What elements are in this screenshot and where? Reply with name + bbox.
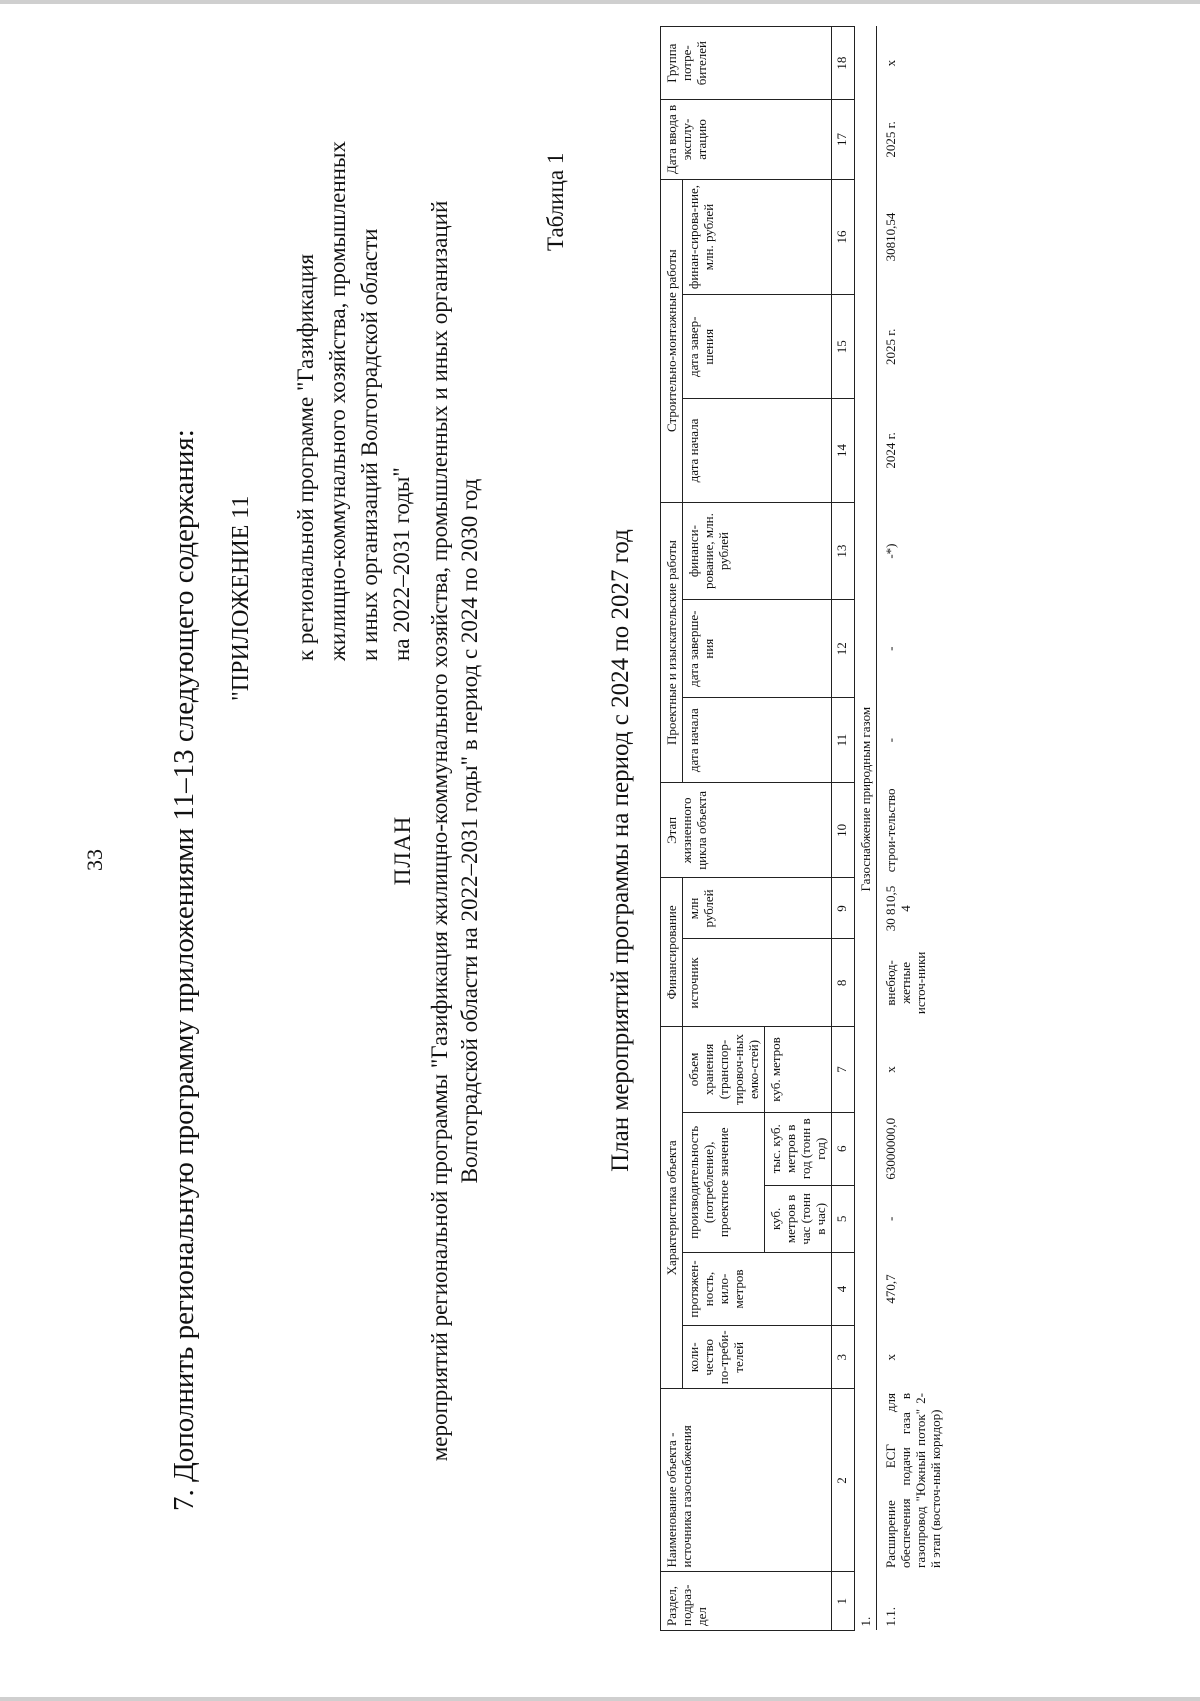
plan-table	[660, 26, 949, 1631]
column-number: 13	[832, 502, 855, 600]
header-consumers-count: коли-чество по-треби-телей	[683, 1326, 832, 1389]
row-commission-date: 2025 г.	[883, 121, 898, 158]
header-length: протяжен-ность, кило-метров	[683, 1252, 832, 1325]
header-row	[661, 27, 683, 1631]
header-financing: Финансирование	[661, 878, 683, 1027]
column-number-row	[832, 27, 855, 1631]
header-storage-unit: куб. метров	[765, 1027, 832, 1112]
row-length: 470,7	[883, 1274, 898, 1304]
header-constr-financing: финан-сирова-ние, млн. рублей	[683, 179, 832, 295]
column-number: 1	[832, 1572, 855, 1631]
column-number: 18	[832, 27, 855, 100]
row-constr-end: 2025 г.	[883, 328, 898, 365]
column-number: 11	[832, 697, 855, 782]
header-characteristics: Характеристика объекта	[661, 1027, 683, 1389]
page-number: 33	[82, 849, 107, 871]
intro-paragraph: 7. Дополнить региональную программу приложениями 11–13 следующего содержания:	[168, 429, 200, 1511]
column-number: 5	[832, 1185, 855, 1252]
table-row	[877, 27, 950, 1631]
header-section: Раздел, подраз-дел	[661, 1572, 832, 1631]
row-consumer-group: x	[883, 59, 898, 67]
header-design-financing: финанси-рование, млн. рублей	[683, 502, 832, 600]
section-title: Газоснабжение природным газом	[855, 27, 877, 1572]
header-lifecycle: Этап жизненного цикла объекта	[661, 783, 832, 878]
table-caption: План мероприятий программы на период с 2024 по 2027 год	[607, 529, 634, 1172]
column-number: 9	[832, 878, 855, 939]
row-capacity-hour: -	[883, 1216, 898, 1222]
section-row	[855, 27, 877, 1631]
column-number: 6	[832, 1112, 855, 1185]
column-number: 17	[832, 100, 855, 179]
header-capacity-hour: куб. метров в час (тонн в час)	[765, 1185, 832, 1252]
row-constr-financing: 30810,54	[883, 212, 898, 262]
plan-title: ПЛАН	[390, 815, 415, 886]
row-lifecycle: строи-тельство	[883, 788, 898, 873]
header-design-works: Проектные и изыскательские работы	[661, 502, 683, 783]
row-design-financing: -*)	[883, 543, 898, 559]
row-storage: x	[883, 1066, 898, 1073]
row-source: внебюд-жетные источ-ники	[883, 951, 928, 1015]
row-design-end: -	[883, 646, 898, 651]
header-commission-date: Дата ввода в эксплу-атацию	[661, 100, 832, 179]
row-consumers: x	[883, 1354, 898, 1361]
column-number: 10	[832, 783, 855, 878]
table-label: Таблица 1	[543, 152, 568, 251]
column-number: 12	[832, 600, 855, 698]
section-number: 1.	[855, 1572, 877, 1631]
header-constr-start: дата начала	[683, 399, 832, 503]
plan-subtitle: мероприятий региональной программы "Газификация жилищно-коммунального хозяйства, промышленных и иных организаций Волгоградской области на 2022–2031 годы" в период с 2024 по 2030 год	[427, 200, 482, 1462]
header-design-start: дата начала	[683, 697, 832, 782]
header-storage: объем хранения (транспор-тировоч-ных емко-стей)	[683, 1027, 765, 1112]
row-mln: 30 810,5 4	[883, 885, 913, 932]
column-number: 16	[832, 179, 855, 295]
column-number: 2	[832, 1389, 855, 1572]
header-consumer-group: Группа потре-бителей	[661, 27, 832, 100]
header-capacity: производительность (потребление), проектное значение	[683, 1112, 765, 1252]
row-capacity-year: 63000000,0	[883, 1117, 898, 1180]
header-capacity-year: тыс. куб. метров в год (тонн в год)	[765, 1112, 832, 1185]
appendix-title: "ПРИЛОЖЕНИЕ 11	[228, 495, 254, 701]
header-source: источник	[683, 939, 832, 1027]
column-number: 15	[832, 295, 855, 399]
column-number: 4	[832, 1252, 855, 1325]
reference-line: к региональной программе "Газификация	[293, 253, 318, 661]
header-mln: млн рублей	[683, 878, 832, 939]
reference-line: и иных организаций Волгоградской области	[357, 228, 382, 661]
header-construction-works: Строительно-монтажные работы	[661, 179, 683, 502]
column-number: 3	[832, 1326, 855, 1389]
row-object-name: Расширение ЕСГ для обеспечения подачи газа в газопровод "Южный поток" 2-й этап (восточ-ный коридор)	[883, 1393, 943, 1568]
column-number: 8	[832, 939, 855, 1027]
header-constr-end: дата завер-шения	[683, 295, 832, 399]
header-design-end: дата заверше-ния	[683, 600, 832, 698]
column-number: 7	[832, 1027, 855, 1112]
column-number: 14	[832, 399, 855, 503]
row-design-start: -	[883, 737, 898, 743]
reference-line: жилищно-коммунального хозяйства, промышленных	[325, 141, 350, 661]
header-object-name: Наименование объекта - источника газоснабжения	[661, 1389, 832, 1572]
row-id: 1.1.	[883, 1607, 898, 1627]
row-constr-start: 2024 г.	[883, 432, 898, 469]
reference-line: на 2022–2031 годы"	[389, 467, 414, 661]
